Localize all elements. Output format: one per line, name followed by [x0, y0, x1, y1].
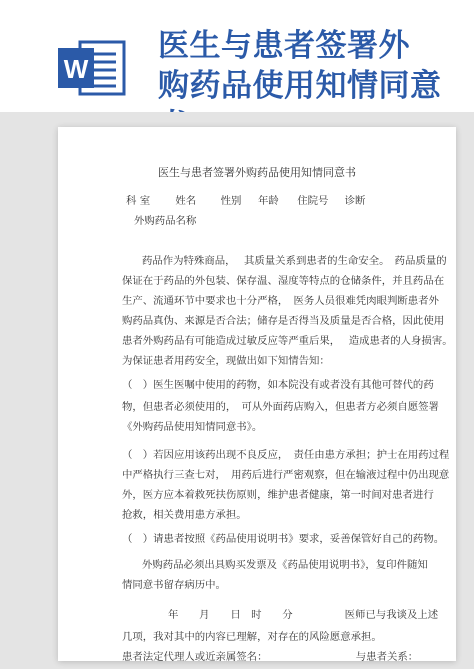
field-department: 科 室 — [126, 195, 151, 207]
paragraph-4: （ ）请患者按照《药品使用说明书》要求，妥善保管好自己的药物。 — [122, 533, 445, 545]
word-icon — [58, 40, 128, 96]
consent-line: 几项，我对其中的内容已理解，对存在的风险愿意承担。 — [122, 631, 382, 643]
paragraph-1-line-4: 购药品真伪、来源是否合法；储存是否得当及质量是否合格，因此使用 — [122, 315, 445, 327]
info-fields-row — [126, 191, 365, 211]
paragraph-2-line-1: （ ）医生医嘱中使用的药物，如本院没有或者没有其他可替代的药 — [122, 379, 434, 391]
paragraph-3-line-4: 抢救，相关费用患方承担。 — [122, 509, 247, 521]
paragraph-2-line-2: 物，但患者必须使用的， 可从外面药店购入，但患者方必须自愿签署 — [122, 401, 439, 413]
paragraph-1-line-3: 生产、流通环节中要求也十分严格， 医务人员很难凭肉眼判断患者外 — [122, 295, 439, 307]
field-admission-no: 住院号 — [297, 195, 329, 207]
banner-title-line2: 购药品使用知情同意 — [158, 68, 442, 104]
field-diagnosis: 诊断 — [344, 195, 366, 207]
paragraph-1-line-2: 保证在于药品的外包装、保存温、湿度等特点的仓储条件，并且药品在 — [122, 275, 445, 287]
paragraph-1-line-1: 药品作为特殊商品， 其质量关系到患者的生命安全。 药品质量的 — [142, 255, 447, 267]
drug-name-label: 外购药品名称 — [134, 215, 197, 227]
paragraph-2-line-3: 《外购药品使用知情同意书》。 — [122, 421, 263, 433]
banner — [0, 0, 474, 112]
document-body — [58, 127, 456, 661]
paragraph-1-line-5: 患者外购药品有可能造成过敏反应等严重后果， 造成患者的人身损害。 — [122, 335, 453, 347]
field-sex: 性别 — [220, 195, 242, 207]
paragraph-3-line-1: （ ）若因应用该药出现不良反应， 责任由患方承担；护士在用药过程 — [122, 449, 450, 461]
paragraph-3-line-2: 中严格执行三查七对， 用药后进行严密观察，但在输液过程中仍出现意 — [122, 469, 450, 481]
paragraph-5-line-1: 外购药品必须出具购买发票及《药品使用说明书》，复印件随知 — [142, 559, 428, 571]
datetime-line: 年 月 日 时 分 医师已与我谈及上述 — [168, 609, 439, 621]
document-page — [58, 127, 456, 661]
signature-line: 患者法定代理人或近亲属签名： 与患者关系： — [122, 651, 419, 663]
field-name: 姓名 — [175, 195, 197, 207]
banner-title-line1: 医生与患者签署外 — [158, 28, 410, 64]
paragraph-5-line-2: 情同意书留存病历中。 — [122, 579, 226, 591]
field-age: 年龄 — [257, 195, 279, 207]
word-icon-letter: W — [63, 54, 89, 84]
paragraph-3-line-3: 外，医方应本着救死扶伤原则，维护患者健康，第一时间对患者进行 — [122, 489, 434, 501]
document-title: 医生与患者签署外购药品使用知情同意书 — [158, 166, 356, 179]
paragraph-1-line-6: 为保证患者用药安全，现做出如下知情告知： — [122, 355, 330, 367]
